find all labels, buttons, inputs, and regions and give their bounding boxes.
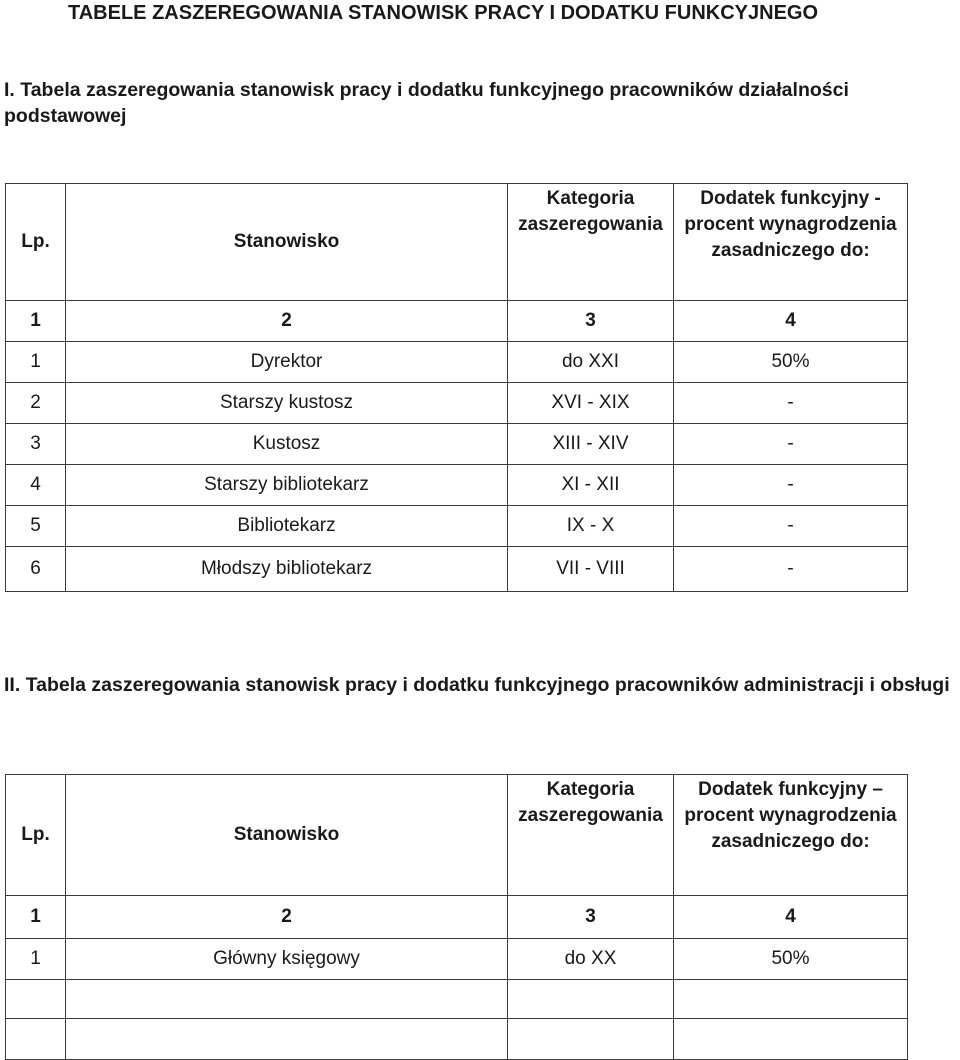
cell-dodatek: -: [674, 383, 908, 424]
header-kategoria: Kategoria zaszeregowania: [508, 775, 674, 896]
cell-empty: [6, 980, 66, 1019]
table-1-header-row: [6, 184, 908, 301]
table-row: [6, 342, 908, 383]
table-row: [6, 383, 908, 424]
cell-empty: [508, 980, 674, 1019]
document-title: TABELE ZASZEREGOWANIA STANOWISK PRACY I DODATKU FUNKCYJNEGO: [68, 2, 819, 24]
section-2-heading: II. Tabela zaszeregowania stanowisk pracy i dodatku funkcyjnego pracowników administracji i obsługi: [4, 674, 950, 696]
header-lp: Lp.: [6, 184, 66, 301]
table-2-header-row: [6, 775, 908, 896]
cell-lp: 6: [6, 547, 66, 592]
column-number: 1: [6, 301, 66, 342]
column-number: 3: [508, 896, 674, 939]
table-row: [6, 506, 908, 547]
cell-empty: [6, 1019, 66, 1060]
cell-dodatek: -: [674, 424, 908, 465]
cell-dodatek: -: [674, 465, 908, 506]
header-lp: Lp.: [6, 775, 66, 896]
cell-lp: 3: [6, 424, 66, 465]
cell-lp: 1: [6, 342, 66, 383]
cell-kategoria: do XX: [508, 939, 674, 980]
cell-kategoria: XI - XII: [508, 465, 674, 506]
cell-dodatek: 50%: [674, 342, 908, 383]
cell-dodatek: -: [674, 547, 908, 592]
header-dodatek: Dodatek funkcyjny – procent wynagrodzenia zasadniczego do:: [674, 775, 908, 896]
cell-empty: [66, 1019, 508, 1060]
table-1-column-numbers: [6, 301, 908, 342]
cell-kategoria: XVI - XIX: [508, 383, 674, 424]
column-number: 4: [674, 301, 908, 342]
table-row-empty: [6, 1019, 908, 1060]
cell-stanowisko: Młodszy bibliotekarz: [66, 547, 508, 592]
cell-stanowisko: Starszy kustosz: [66, 383, 508, 424]
column-number: 1: [6, 896, 66, 939]
table-row: [6, 465, 908, 506]
cell-stanowisko: Starszy bibliotekarz: [66, 465, 508, 506]
cell-empty: [508, 1019, 674, 1060]
cell-dodatek: 50%: [674, 939, 908, 980]
cell-stanowisko: Główny księgowy: [66, 939, 508, 980]
header-stanowisko: Stanowisko: [66, 775, 508, 896]
cell-empty: [674, 1019, 908, 1060]
table-2-column-numbers: [6, 896, 908, 939]
cell-dodatek: -: [674, 506, 908, 547]
column-number: 4: [674, 896, 908, 939]
header-stanowisko: Stanowisko: [66, 184, 508, 301]
cell-lp: 5: [6, 506, 66, 547]
table-row: [6, 939, 908, 980]
cell-kategoria: do XXI: [508, 342, 674, 383]
table-1: [5, 183, 908, 592]
table-2: [5, 774, 908, 1060]
section-1-heading: I. Tabela zaszeregowania stanowisk pracy i dodatku funkcyjnego pracowników działalności podstawowej: [4, 79, 849, 127]
cell-empty: [66, 980, 508, 1019]
cell-lp: 4: [6, 465, 66, 506]
cell-empty: [674, 980, 908, 1019]
column-number: 3: [508, 301, 674, 342]
header-kategoria: Kategoria zaszeregowania: [508, 184, 674, 301]
cell-stanowisko: Bibliotekarz: [66, 506, 508, 547]
table-row-empty: [6, 980, 908, 1019]
column-number: 2: [66, 301, 508, 342]
cell-lp: 2: [6, 383, 66, 424]
column-number: 2: [66, 896, 508, 939]
table-row: [6, 547, 908, 592]
header-dodatek: Dodatek funkcyjny - procent wynagrodzenia zasadniczego do:: [674, 184, 908, 301]
cell-kategoria: XIII - XIV: [508, 424, 674, 465]
cell-stanowisko: Kustosz: [66, 424, 508, 465]
cell-stanowisko: Dyrektor: [66, 342, 508, 383]
table-row: [6, 424, 908, 465]
cell-kategoria: IX - X: [508, 506, 674, 547]
cell-lp: 1: [6, 939, 66, 980]
cell-kategoria: VII - VIII: [508, 547, 674, 592]
